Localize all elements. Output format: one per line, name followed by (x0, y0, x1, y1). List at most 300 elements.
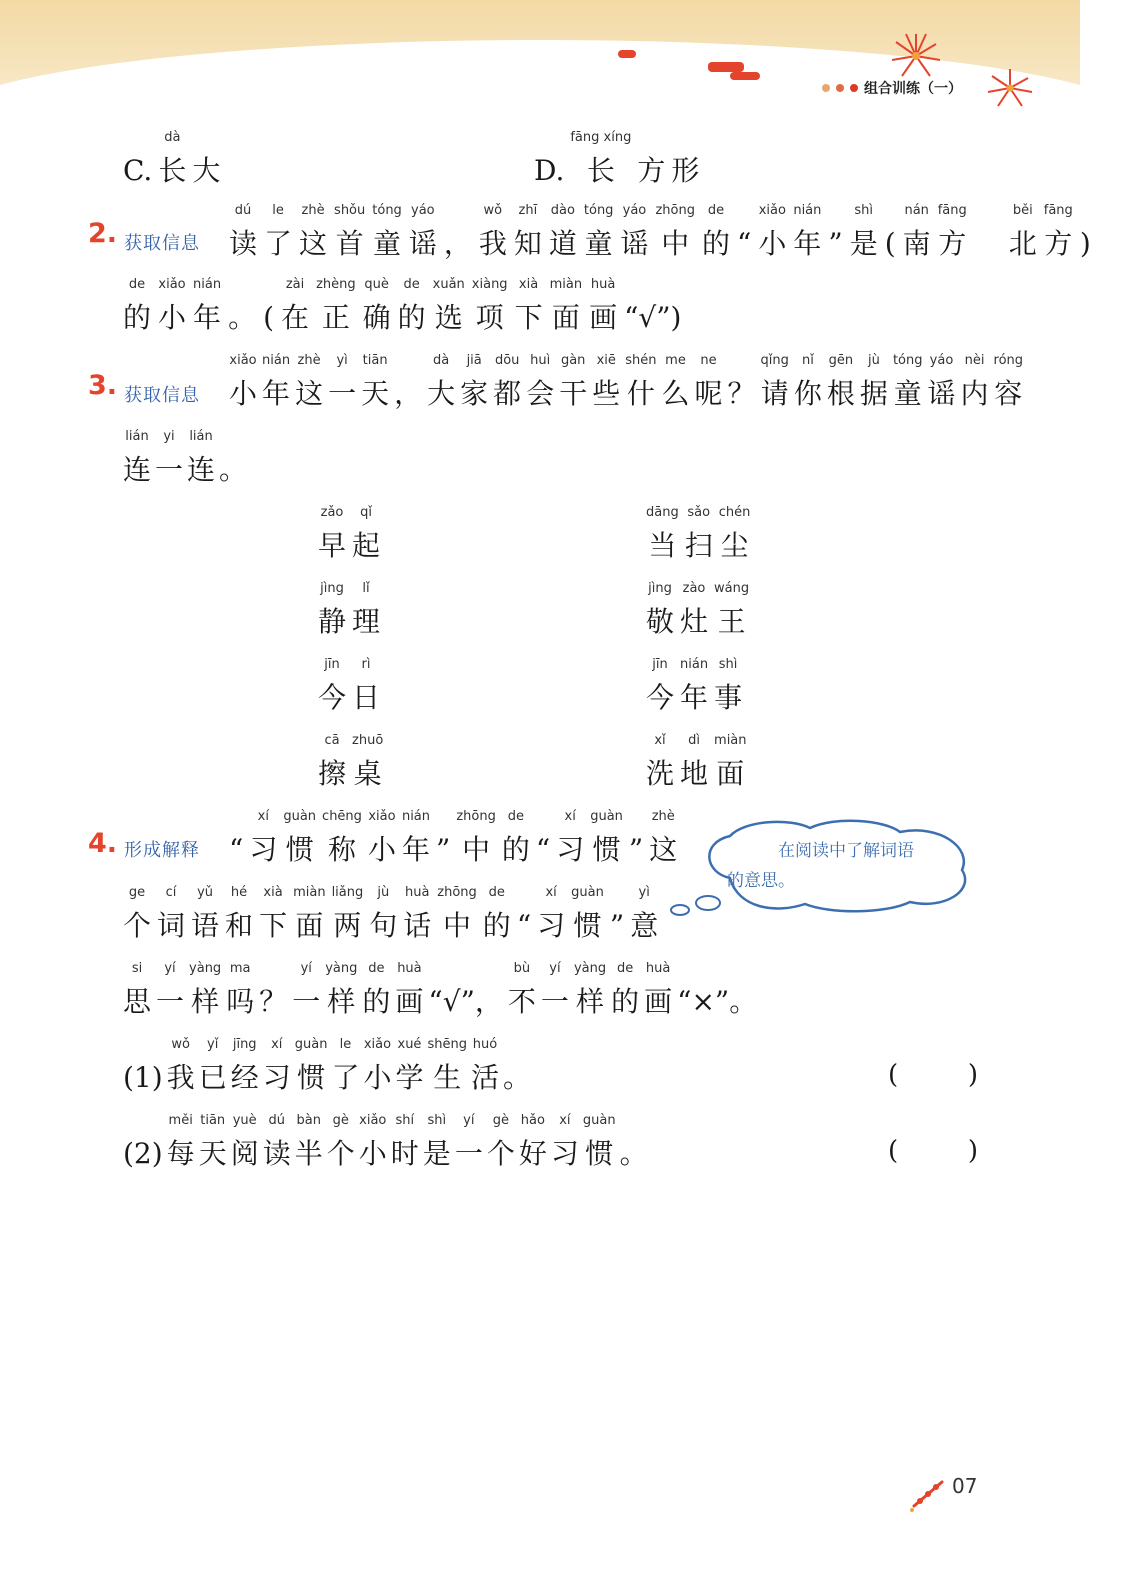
hanzi: 擦 (318, 757, 347, 790)
char-with-pinyin (584, 203, 614, 258)
hanzi: 年 (680, 681, 709, 714)
match-item[interactable] (646, 733, 753, 788)
q2-line1 (229, 203, 1098, 258)
hanzi: 个 (486, 1137, 515, 1170)
hanzi: 事 (714, 681, 743, 714)
char-with-pinyin (331, 1037, 359, 1092)
hanzi: 的 (397, 301, 426, 334)
hanzi: 当 (646, 529, 679, 562)
hanzi: 小 (358, 1137, 387, 1170)
char-with-pinyin (157, 885, 185, 940)
char-with-pinyin (559, 353, 587, 408)
pinyin: zhōng (456, 809, 496, 824)
pinyin (624, 280, 681, 305)
char-with-pinyin (199, 1113, 227, 1168)
char-with-pinyin (624, 280, 681, 332)
char-with-pinyin (625, 353, 656, 408)
hanzi: 面 (549, 301, 583, 334)
hanzi: 活 (471, 1061, 500, 1094)
decor-cloud (730, 72, 760, 80)
match-item[interactable] (646, 505, 756, 560)
char-with-pinyin (158, 277, 186, 332)
char-with-pinyin (519, 1113, 547, 1168)
pinyin: nián (401, 809, 431, 824)
char-with-pinyin (714, 581, 749, 636)
hanzi: 年 (193, 301, 222, 334)
hanzi: 一 (155, 453, 184, 486)
hanzi: 下 (514, 301, 543, 334)
char-with-pinyin (231, 1037, 259, 1092)
char-with-pinyin (318, 733, 346, 788)
char-with-pinyin (550, 277, 582, 332)
char-with-pinyin (629, 812, 643, 864)
section-title-text: 组合训练（一） (864, 81, 962, 97)
char-with-pinyin (761, 353, 789, 408)
char-with-pinyin (961, 353, 989, 408)
pinyin: shēng (427, 1037, 467, 1052)
hanzi: 惯 (294, 1061, 328, 1094)
pinyin: yì (630, 885, 659, 900)
hanzi: ( (263, 301, 275, 334)
hanzi: 下 (259, 909, 288, 942)
hanzi: 首 (334, 227, 366, 260)
pinyin: de (611, 961, 640, 976)
match-item[interactable] (646, 657, 748, 712)
char-with-pinyin (714, 657, 742, 712)
pinyin (428, 961, 502, 986)
pinyin: yáo (408, 203, 437, 218)
char-with-pinyin (192, 130, 220, 185)
hanzi: 童 (892, 377, 923, 410)
pinyin: le (331, 1037, 360, 1052)
char-with-pinyin (885, 206, 896, 258)
hanzi: 方 (637, 154, 666, 187)
char-with-pinyin (549, 203, 577, 258)
char-with-pinyin (167, 1037, 195, 1092)
hanzi: 半 (294, 1137, 323, 1170)
q4-sentence-2 (123, 1113, 652, 1168)
char-with-pinyin (259, 885, 287, 940)
char-with-pinyin (368, 809, 396, 864)
pinyin: wǒ (166, 1037, 195, 1052)
pinyin: dú (229, 203, 257, 218)
pinyin: xué (395, 1037, 424, 1052)
char-with-pinyin (590, 809, 623, 864)
pinyin (629, 812, 643, 837)
char-with-pinyin (193, 277, 221, 332)
pinyin: gè (326, 1113, 355, 1128)
question-number: 2. (88, 218, 118, 249)
pinyin: miàn (293, 885, 326, 900)
firework-icon (886, 30, 946, 82)
pinyin: yàng (573, 961, 607, 976)
hanzi: 经 (230, 1061, 259, 1094)
hanzi: 语 (191, 909, 220, 942)
pinyin: miàn (714, 733, 747, 748)
char-with-pinyin (714, 733, 746, 788)
pinyin: dāng (646, 505, 679, 520)
pinyin (123, 1116, 163, 1141)
pinyin: què (362, 277, 391, 292)
char-with-pinyin (295, 1113, 323, 1168)
char-with-pinyin (361, 353, 389, 408)
pinyin: huó (471, 1037, 499, 1052)
hanzi: 我 (478, 227, 507, 260)
hanzi: “ (229, 833, 244, 866)
hanzi: 读 (229, 227, 258, 260)
hanzi: 这 (649, 833, 678, 866)
hanzi: 阅 (230, 1137, 259, 1170)
char-with-pinyin (828, 206, 842, 258)
char-with-pinyin (123, 1116, 163, 1168)
page-number: 07 (952, 1474, 978, 1498)
pinyin: chén (718, 505, 751, 520)
pinyin: yí (454, 1113, 483, 1128)
char-with-pinyin (472, 277, 508, 332)
pinyin: lián (123, 429, 151, 444)
hanzi: 一 (328, 377, 357, 410)
char-with-pinyin (363, 1037, 391, 1092)
char-with-pinyin (460, 353, 488, 408)
pinyin: xiē (592, 353, 621, 368)
hanzi: 的 (123, 301, 152, 334)
char-with-pinyin (263, 280, 274, 332)
pinyin: le (264, 203, 293, 218)
hanzi: 。 (228, 301, 257, 334)
char-with-pinyin (637, 130, 665, 185)
pinyin: de (397, 277, 426, 292)
char-with-pinyin (293, 885, 325, 940)
pinyin: shén (625, 353, 657, 368)
answer-blank-2[interactable] (888, 1136, 978, 1166)
header-dot (850, 84, 858, 92)
pinyin: zǎo (318, 505, 346, 520)
char-with-pinyin (299, 203, 327, 258)
hanzi: 画 (395, 985, 424, 1018)
hanzi: 的 (501, 833, 530, 866)
hanzi: 连 (187, 453, 216, 486)
pinyin: huà (644, 961, 673, 976)
hanzi: 根 (826, 377, 855, 410)
pinyin (737, 206, 751, 231)
char-with-pinyin (437, 885, 477, 940)
hanzi: 会 (526, 377, 555, 410)
char-with-pinyin (295, 1037, 328, 1092)
q3-line1 (229, 353, 1028, 408)
char-with-pinyin (571, 885, 604, 940)
char-with-pinyin (199, 1037, 227, 1092)
bubble-tail-icon (668, 892, 724, 918)
match-item[interactable] (646, 581, 755, 636)
pinyin: jiā (460, 353, 489, 368)
hanzi: ” (628, 833, 644, 866)
char-with-pinyin (372, 203, 402, 258)
pinyin: bàn (294, 1113, 323, 1128)
hanzi: 称 (322, 833, 362, 866)
pinyin: tóng (583, 203, 614, 218)
hanzi: 一 (156, 985, 185, 1018)
char-with-pinyin (187, 429, 215, 484)
pinyin: gè (486, 1113, 515, 1128)
hanzi: 习 (550, 1137, 579, 1170)
match-item[interactable] (318, 733, 389, 788)
option-c[interactable] (123, 130, 226, 185)
question-number: 4. (88, 828, 118, 859)
pinyin (436, 812, 450, 837)
hanzi: “×”。 (677, 985, 758, 1018)
firework-icon (984, 66, 1036, 110)
hanzi: 这 (299, 227, 328, 260)
hanzi: 一 (454, 1137, 483, 1170)
hanzi: 桌 (352, 757, 384, 790)
hanzi: 好 (518, 1137, 547, 1170)
hanzi: ” (436, 833, 451, 866)
char-with-pinyin (123, 1040, 163, 1092)
pinyin (620, 1113, 648, 1138)
bubble-text-line1: 在阅读中了解词语 (778, 841, 914, 861)
answer-blank-1[interactable] (888, 1060, 978, 1090)
char-with-pinyin (395, 1037, 423, 1092)
hanzi: 谣 (408, 227, 437, 260)
hanzi: 地 (680, 757, 709, 790)
char-with-pinyin (646, 581, 674, 636)
char-with-pinyin (1009, 203, 1037, 258)
hanzi: 大 (427, 377, 456, 410)
char-with-pinyin (229, 203, 257, 258)
pinyin: xí (249, 809, 278, 824)
header-dot (836, 84, 844, 92)
pinyin: nán (902, 203, 931, 218)
hanzi: 。 (503, 1061, 532, 1094)
pinyin: shǒu (334, 203, 366, 218)
char-with-pinyin (677, 961, 757, 1016)
paren-close: ) (967, 1060, 978, 1090)
hanzi: 静 (318, 605, 347, 638)
hanzi: 惯 (571, 909, 604, 942)
char-with-pinyin (503, 1037, 531, 1092)
pinyin: nián (793, 203, 822, 218)
pinyin: dà (158, 130, 187, 145)
hanzi: 句 (369, 909, 398, 942)
question-number: 3. (88, 370, 118, 401)
match-item[interactable] (318, 505, 386, 560)
char-with-pinyin (403, 885, 431, 940)
char-with-pinyin (456, 809, 496, 864)
char-with-pinyin (318, 505, 346, 560)
question-tag: 获取信息 (124, 385, 200, 406)
pinyin: róng (993, 353, 1024, 368)
hanzi: 今 (646, 681, 675, 714)
option-d[interactable] (534, 130, 705, 185)
firecracker-icon (906, 1474, 950, 1514)
match-item[interactable] (318, 657, 386, 712)
char-with-pinyin (927, 353, 955, 408)
char-with-pinyin (793, 203, 821, 258)
char-with-pinyin (191, 885, 219, 940)
char-with-pinyin (427, 1037, 467, 1092)
hanzi: 思 (123, 985, 152, 1018)
char-with-pinyin (123, 429, 151, 484)
match-item[interactable] (318, 581, 386, 636)
hanzi: 大 (192, 154, 221, 187)
char-with-pinyin (231, 1113, 259, 1168)
pinyin: jù (369, 885, 398, 900)
char-with-pinyin (229, 353, 257, 408)
char-with-pinyin (508, 961, 536, 1016)
char-with-pinyin (263, 1113, 291, 1168)
pinyin (229, 812, 243, 837)
hanzi: 些 (592, 377, 621, 410)
char-with-pinyin (123, 885, 151, 940)
char-with-pinyin (219, 429, 247, 484)
pinyin: xiàng (471, 277, 508, 292)
char-with-pinyin (363, 277, 391, 332)
pinyin: měi (166, 1113, 195, 1128)
decor-cloud (618, 50, 636, 58)
char-with-pinyin (444, 203, 472, 258)
pinyin: lián (187, 429, 216, 444)
paren-close: ) (967, 1136, 978, 1166)
char-with-pinyin (156, 961, 184, 1016)
pinyin (610, 888, 624, 913)
char-with-pinyin (167, 1113, 195, 1168)
hanzi: 惯 (582, 1137, 616, 1170)
pinyin: zhè (649, 809, 678, 824)
question-tag: 获取信息 (124, 233, 200, 254)
pinyin: jīn (318, 657, 346, 672)
hanzi: ？ (259, 985, 288, 1018)
pinyin: zhōng (655, 203, 695, 218)
hanzi: 扫 (684, 529, 713, 562)
char-with-pinyin (158, 130, 186, 185)
hanzi: 连 (123, 453, 152, 486)
char-with-pinyin (583, 1113, 616, 1168)
char-with-pinyin (1044, 203, 1073, 258)
char-with-pinyin (283, 809, 316, 864)
char-with-pinyin (483, 885, 511, 940)
pinyin (728, 353, 756, 378)
pinyin: zào (680, 581, 709, 596)
hanzi: 。 (219, 453, 248, 486)
char-with-pinyin (537, 885, 565, 940)
pinyin: shì (714, 657, 743, 672)
pinyin: ma (226, 961, 255, 976)
char-with-pinyin (332, 885, 364, 940)
hanzi: 这 (295, 377, 324, 410)
pinyin: dōu (493, 353, 522, 368)
hanzi: 起 (352, 529, 381, 562)
hanzi: 意 (630, 909, 659, 942)
char-with-pinyin (189, 961, 221, 1016)
pinyin: yáo (620, 203, 649, 218)
hanzi: 小 (229, 377, 258, 410)
hanzi: 形 (671, 154, 700, 187)
option-c-text (158, 130, 226, 185)
pinyin: shì (849, 203, 878, 218)
pinyin (671, 130, 699, 155)
pinyin: jīng (230, 1037, 259, 1052)
pinyin: wǒ (478, 203, 507, 218)
char-with-pinyin (620, 1113, 648, 1168)
pinyin (394, 353, 422, 378)
pinyin: xiǎo (158, 277, 187, 292)
char-with-pinyin (455, 1113, 483, 1168)
hanzi: 洗 (646, 757, 675, 790)
pinyin: xià (259, 885, 288, 900)
hanzi: 话 (403, 909, 432, 942)
pinyin: dú (262, 1113, 291, 1128)
hanzi: 都 (493, 377, 522, 410)
char-with-pinyin (226, 961, 254, 1016)
hanzi: 内 (960, 377, 989, 410)
pinyin: yí (540, 961, 569, 976)
char-with-pinyin (655, 203, 695, 258)
char-with-pinyin (436, 812, 450, 864)
pinyin: nián (262, 353, 291, 368)
pinyin: miàn (549, 277, 583, 292)
hanzi: 道 (548, 227, 577, 260)
hanzi: 画 (589, 301, 618, 334)
hanzi: 灶 (680, 605, 709, 638)
pinyin: ge (123, 885, 151, 900)
char-with-pinyin (479, 203, 507, 258)
hanzi: 的 (701, 227, 730, 260)
char-with-pinyin (318, 581, 346, 636)
pinyin: tiān (361, 353, 390, 368)
hanzi: 我 (166, 1061, 195, 1094)
hanzi: 学 (395, 1061, 424, 1094)
pinyin (637, 130, 665, 155)
char-with-pinyin (556, 809, 584, 864)
hanzi: “√”) (624, 301, 682, 334)
pinyin: yáo (927, 353, 956, 368)
pinyin: qǐng (760, 353, 789, 368)
char-with-pinyin (395, 961, 423, 1016)
pinyin: liǎng (331, 885, 364, 900)
pinyin: xiǎo (229, 353, 258, 368)
char-with-pinyin (295, 353, 323, 408)
char-with-pinyin (322, 809, 362, 864)
hanzi: 惯 (283, 833, 317, 866)
pinyin: huà (589, 277, 618, 292)
pinyin (517, 888, 531, 913)
option-c-label: C. (123, 154, 153, 187)
hanzi: 。 (619, 1137, 648, 1170)
hanzi: 的 (611, 985, 640, 1018)
hanzi: 年 (401, 833, 430, 866)
hanzi: 项 (471, 301, 508, 334)
hanzi: 是 (422, 1137, 451, 1170)
pinyin: fāng (937, 203, 967, 218)
pinyin (677, 961, 757, 986)
pinyin: jìng (318, 581, 346, 596)
char-with-pinyin (938, 203, 967, 258)
pinyin: huà (403, 885, 432, 900)
hanzi: 谣 (927, 377, 956, 410)
char-with-pinyin (225, 885, 253, 940)
char-with-pinyin (369, 885, 397, 940)
hanzi: 和 (225, 909, 254, 942)
char-with-pinyin (541, 961, 569, 1016)
pinyin: huà (395, 961, 424, 976)
hanzi: 面 (714, 757, 747, 790)
pinyin (503, 1037, 531, 1062)
hanzi: “√”， (428, 985, 503, 1018)
hanzi: 一 (292, 985, 321, 1018)
hanzi: 什 (625, 377, 657, 410)
pinyin: yàng (189, 961, 222, 976)
char-with-pinyin (646, 505, 679, 560)
